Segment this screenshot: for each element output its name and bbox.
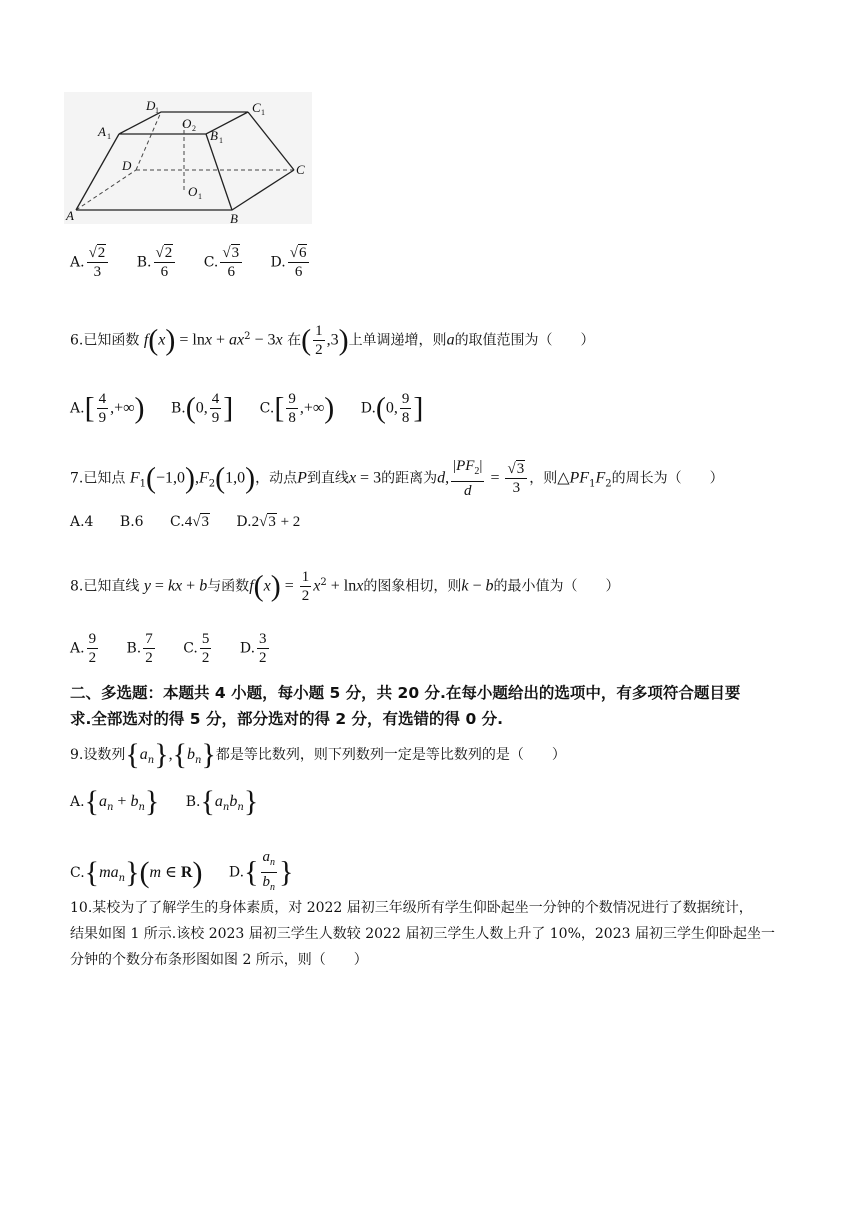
- svg-text:1: 1: [261, 108, 265, 117]
- q7-stem: 7.已知点 $F_1(-1,0),F_2(1,0)$，动点P到直线x = 3的距离为d, $\frac{|PF_2|}{d}$ = $\frac{√3}{3}$ ，则$\triangle PF_1F_2$的周长为（ ）: [70, 458, 724, 499]
- q9-option-d[interactable]: D.{ $\frac{a_n}{b_n}$ }: [228, 849, 294, 893]
- q8-option-c[interactable]: C. $\frac{5}{2}$: [183, 631, 210, 666]
- q6-option-a[interactable]: A.[ $\frac{4}{9}$ ,+∞): [70, 391, 145, 426]
- q6-option-b[interactable]: B.(0, $\frac{4}{9}$ ]: [170, 391, 234, 426]
- q9-option-c[interactable]: $C.\{ma_n\}(m$ ∈ R): [70, 855, 203, 889]
- q10-stem: 10.某校为了了解学生的身体素质，对 2022 届初三年级所有学生仰卧起坐一分钟的个数情况进行了数据统计， 结果如图 1 所示.该校 2023 届初三学生人数较 2022 届初三学生人数上升了 10%，2023 届初三学生仰卧起坐一 分钟的个数分布条形图如图 2 所示，则（ ）: [70, 900, 775, 968]
- q8-option-b[interactable]: B. $\frac{7}{2}$: [126, 631, 153, 666]
- q7-option-a[interactable]: A.4: [70, 514, 94, 530]
- q5-options: [70, 244, 333, 281]
- svg-text:1: 1: [107, 132, 111, 141]
- q5-option-c[interactable]: C. $\frac{√3}{6}$: [204, 244, 244, 281]
- label-D: D: [122, 158, 132, 173]
- label-B1: B: [210, 128, 218, 143]
- q6-stem: 6.已知函数 $f(x) = \ln x + ax^2 - 3x$ 在( $\frac{1}{2}$ ,3)上单调递增，则a的取值范围为（ ）: [70, 323, 595, 358]
- svg-text:1: 1: [155, 106, 159, 115]
- label-C1: C: [252, 100, 261, 115]
- svg-text:2: 2: [192, 124, 196, 133]
- q8-option-a[interactable]: A. $\frac{9}{2}$: [70, 631, 97, 666]
- svg-text:1: 1: [198, 192, 202, 201]
- q8-stem: 8.已知直线 y = kx + b与函数f(x) = $\frac{1}{2}$ $x^2 + \ln x$的图象相切，则k − b的最小值为（ ）: [70, 569, 620, 604]
- frustum-figure: [64, 92, 312, 224]
- label-A: A: [66, 208, 74, 223]
- svg-text:1: 1: [219, 136, 223, 145]
- q9-options-row2: [70, 848, 315, 897]
- q7-option-d[interactable]: D.2√3 + 2: [236, 514, 301, 530]
- label-C: C: [296, 162, 305, 177]
- q8-option-d[interactable]: D. $\frac{3}{2}$: [239, 631, 267, 666]
- q7-option-c[interactable]: C.4√3: [170, 514, 209, 530]
- label-D1: D: [146, 98, 156, 113]
- q5-option-b[interactable]: B. $\frac{√2}{6}$: [137, 244, 177, 281]
- label-B: B: [230, 211, 238, 224]
- q8-options: [70, 630, 293, 667]
- q9-stem: 9.设数列$\{a_n\},\{b_n\}$都是等比数列，则下列数列一定是等比数列的是（ ）: [70, 738, 566, 771]
- q5-option-d[interactable]: D. $\frac{√6}{6}$: [271, 244, 312, 281]
- q9-options-row1: [70, 785, 280, 818]
- label-A1: A: [98, 124, 106, 139]
- q5-option-a[interactable]: A. $\frac{√2}{3}$: [70, 244, 110, 281]
- q9-option-b[interactable]: $B.\{a_nb_n\}$: [185, 785, 259, 818]
- q6-option-c[interactable]: C.[ $\frac{9}{8}$ ,+∞): [259, 391, 335, 426]
- q6-option-d[interactable]: D.(0, $\frac{9}{8}$ ]: [360, 391, 424, 426]
- q6-options: [70, 390, 445, 427]
- q7-option-b[interactable]: B.6: [119, 514, 144, 530]
- q7-options: [70, 512, 322, 532]
- q9-option-a[interactable]: $A.\{a_n + b_n\}$: [70, 785, 160, 818]
- label-O2: O: [182, 116, 192, 131]
- section-2-header: 二、多选题：本题共 4 小题，每小题 5 分，共 20 分.在每小题给出的选项中，有多项符合题目要 求.全部选对的得 5 分，部分选对的得 2 分，有选错的得 0 分.: [70, 684, 741, 728]
- label-O1: O: [188, 184, 198, 199]
